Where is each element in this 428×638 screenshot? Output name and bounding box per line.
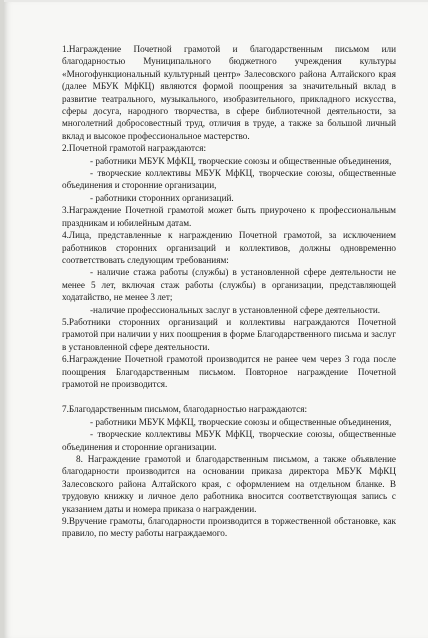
list-item-7-2: - творческие коллективы МБУК МфКЦ, творческие союзы, общественные объединения и сторонние организации. — [62, 429, 396, 452]
paragraph-3: 3.Награждение Почетной грамотой может быть приурочено к профессиональным праздникам и юбилейным датам. — [62, 205, 396, 228]
list-item-4-1: - наличие стажа работы (службы) в установленной сфере деятельности не менее 5 лет, включая стаж работы (службы) в организации, представляющей ходатайство, не менее 3 лет; — [62, 267, 396, 303]
paragraph-1: 1.Награждение Почетной грамотой и благодарственным письмом или благодарностью Муниципального бюджетного учреждения культуры «Многофункциональный культурный центр» Залесовского района Алтайского края (далее МБУК МфКЦ) являются формой поощрения за значительный вклад в развитие театрального, музыкального, изобразительного, прикладного искусства, сферы досуга, народного творчества, в сфере библиотечной деятельности, за многолетний добросовестный труд, отличия в труде, а также за большой личный вклад и высокое профессиональное мастерство. — [62, 44, 396, 141]
list-item-4-2: -наличие профессиональных заслуг в установленной сфере деятельности. — [90, 304, 381, 315]
paragraph-8: 8. Награждение грамотой и благодарственным письмом, а также объявление благодарности производится на основании приказа директора МБУК МфКЦ Залесовского района Алтайского края, с оформлением на отдельном бланке. В трудовую книжку и личное дело работника вносится соответствующая запись с указанием даты и номера приказа о награждении. — [62, 454, 396, 514]
paragraph-6: 6.Награждение Почетной грамотой производится не ранее чем через 3 года после поощрения Благодарственным письмом. Повторное награждение Почетной грамотой не производится. — [62, 354, 396, 389]
document-page — [4, 2, 428, 638]
paragraph-2: 2.Почетной грамотой награждаются: — [62, 143, 207, 154]
list-item-2-2: - творческие коллективы МБУК МфКЦ, творческие союзы, общественные объединения и сторонние организации, — [62, 168, 396, 191]
paragraph-5: 5.Работники сторонних организаций и коллективы награждаются Почетной грамотой при наличии у них поощрения в форме Благодарственного письма и заслуг в установленной сфере деятельности. — [62, 316, 396, 352]
list-item-2-1: - работники МБУК МфКЦ, творческие союзы и общественные объединения, — [90, 155, 392, 166]
section-gap — [62, 390, 396, 403]
list-item-7-1: - работники МБУК МфКЦ, творческие союзы и общественные объединения, — [90, 416, 392, 427]
list-item-2-3: - работники сторонних организаций. — [90, 192, 234, 203]
document-body — [62, 43, 396, 540]
paragraph-7: 7.Благодарственным письмом, благодарностью награждаются: — [62, 404, 308, 415]
paragraph-9: 9.Вручение грамоты, благодарности производится в торжественной обстановке, как правило, по месту работы награждаемого. — [62, 516, 396, 539]
paragraph-4: 4.Лица, представленные к награждению Почетной грамотой, за исключением работников сторонних организаций и коллективов, должны одновременно соответствовать следующим требованиям: — [62, 230, 396, 265]
